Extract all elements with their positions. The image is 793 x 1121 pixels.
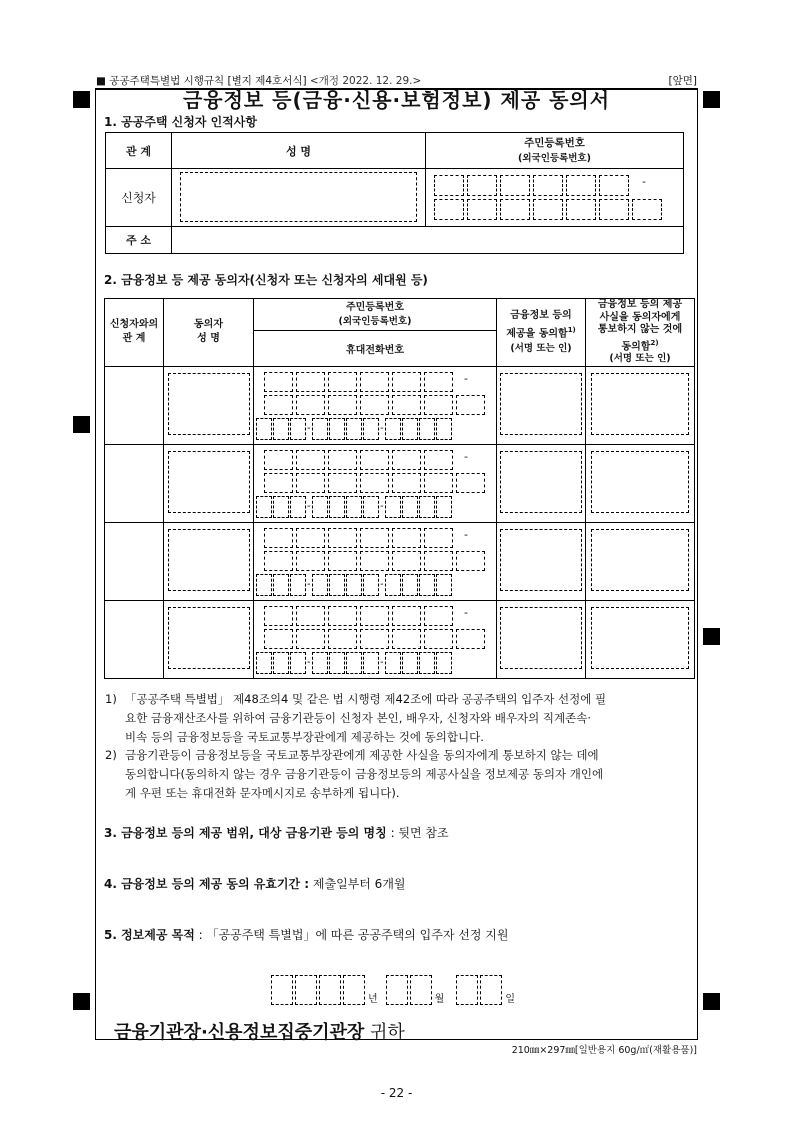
consent-signature-field[interactable] [500, 607, 582, 669]
revision-date: <개정 2022. 12. 29.> [309, 75, 422, 87]
addressee: 금융기관장·신용정보집중기관장 귀하 [114, 1022, 405, 1043]
id-digit-box[interactable] [296, 450, 325, 470]
id-digit-box[interactable] [328, 372, 357, 392]
id-digit-box[interactable] [500, 199, 530, 220]
phone-dash: - [380, 501, 384, 513]
phone-digit-box[interactable] [290, 574, 306, 596]
id-digit-box[interactable] [424, 629, 453, 649]
id-digit-box[interactable] [392, 450, 421, 470]
consenter-relation-field[interactable] [105, 522, 164, 600]
id-dash: - [464, 371, 468, 385]
phone-digit-box[interactable] [290, 496, 306, 518]
registration-mark [73, 91, 90, 108]
year-box[interactable] [343, 975, 365, 1005]
consent-sign-cell [497, 600, 586, 678]
id-digit-box[interactable] [599, 175, 629, 196]
month-box[interactable] [386, 975, 408, 1005]
consenter-row [105, 366, 695, 444]
phone-digit-box[interactable] [436, 574, 452, 596]
phone-digit-box[interactable] [419, 418, 435, 440]
id-digit-box[interactable] [360, 372, 389, 392]
col-consenter-name: 동의자 성 명 [164, 299, 254, 367]
day-box[interactable] [456, 975, 478, 1005]
phone-digit-box[interactable] [402, 652, 418, 674]
id-digit-box[interactable] [456, 395, 485, 415]
id-digit-box[interactable] [264, 473, 293, 493]
id-digit-box[interactable] [424, 473, 453, 493]
consenter-relation-field[interactable] [105, 600, 164, 678]
item-4: 4. 금융정보 등의 제공 동의 유효기간 : 제출일부터 6개월 [104, 877, 406, 891]
footnote-1: 1) 「공공주택 특별법」 제48조의4 및 같은 법 시행령 제42조에 따라 공공주택의 입주자 선정에 필 요한 금융재산조사를 위하여 금융기관등이 신청자 본인, 배우자, 신청자와 배우자의 직계존속· 비속 등의 금융정보등을 국토교통부장관에게 제공하는 것에 동의합니다. [105, 692, 607, 744]
consenter-name-cell [164, 522, 254, 600]
id-digit-box[interactable] [467, 199, 497, 220]
phone-digit-box[interactable] [402, 418, 418, 440]
consenter-row [105, 600, 695, 678]
consenter-relation-field[interactable] [105, 444, 164, 522]
month-label: 월 [434, 994, 445, 1005]
id-digit-box[interactable] [328, 551, 357, 571]
phone-digit-box[interactable] [419, 496, 435, 518]
id-digit-box[interactable] [296, 629, 325, 649]
phone-digit-box[interactable] [329, 496, 345, 518]
id-digit-box[interactable] [296, 528, 325, 548]
registration-mark [73, 993, 90, 1010]
consent-sign-cell [497, 366, 586, 444]
col-consent-relation: 신청자와의 관 계 [105, 299, 164, 367]
day-label: 일 [505, 994, 516, 1005]
consenter-name-field[interactable] [168, 451, 250, 513]
notice-signature-field[interactable] [591, 607, 689, 669]
consenter-id-phone-cell [254, 522, 497, 600]
id-digit-box[interactable] [296, 372, 325, 392]
notice-sign-cell [586, 600, 695, 678]
id-digit-box[interactable] [264, 372, 293, 392]
consent-signature-field[interactable] [500, 451, 582, 513]
phone-digit-box[interactable] [363, 652, 379, 674]
id-digit-box[interactable] [392, 606, 421, 626]
phone-digit-box[interactable] [363, 496, 379, 518]
item-3: 3. 금융정보 등의 제공 범위, 대상 금융기관 등의 명칭 : 뒷면 참조 [104, 826, 449, 840]
phone-digit-box[interactable] [273, 496, 289, 518]
id-digit-box[interactable] [424, 528, 453, 548]
phone-digit-box[interactable] [312, 574, 328, 596]
col-id: 주민등록번호 (외국인등록번호) [426, 133, 684, 169]
phone-digit-box[interactable] [402, 496, 418, 518]
phone-dash: - [380, 423, 384, 435]
page-number: - 22 - [380, 1086, 413, 1100]
id-digit-box[interactable] [360, 450, 389, 470]
phone-digit-box[interactable] [329, 574, 345, 596]
id-digit-box[interactable] [328, 629, 357, 649]
year-label: 년 [368, 994, 378, 1005]
day-box[interactable] [480, 975, 502, 1005]
phone-dash: - [380, 579, 384, 591]
row-applicant: 신청자 [106, 169, 172, 227]
phone-digit-box[interactable] [436, 418, 452, 440]
id-digit-box[interactable] [328, 450, 357, 470]
phone-digit-box[interactable] [385, 418, 401, 440]
phone-digit-box[interactable] [256, 496, 272, 518]
id-digit-box[interactable] [264, 395, 293, 415]
col-phone: 휴대전화번호 [254, 331, 497, 366]
year-box[interactable] [295, 975, 317, 1005]
id-dash: - [464, 527, 468, 541]
consent-signature-field[interactable] [500, 373, 582, 435]
phone-digit-box[interactable] [290, 418, 306, 440]
id-digit-box[interactable] [360, 395, 389, 415]
id-digit-box[interactable] [328, 528, 357, 548]
consenter-row [105, 444, 695, 522]
phone-digit-box[interactable] [256, 574, 272, 596]
id-digit-box[interactable] [328, 395, 357, 415]
row-address: 주 소 [106, 227, 172, 254]
notice-sign-cell [586, 444, 695, 522]
col-relation: 관 계 [106, 133, 172, 169]
id-digit-box[interactable] [360, 606, 389, 626]
phone-digit-box[interactable] [346, 652, 362, 674]
id-digit-box[interactable] [533, 175, 563, 196]
consenter-name-cell [164, 366, 254, 444]
phone-digit-box[interactable] [385, 574, 401, 596]
notice-sign-cell [586, 522, 695, 600]
id-digit-box[interactable] [456, 551, 485, 571]
consenter-name-cell [164, 444, 254, 522]
year-box[interactable] [271, 975, 293, 1005]
id-digit-box[interactable] [467, 175, 497, 196]
phone-dash: - [307, 657, 311, 669]
id-dash: - [464, 605, 468, 619]
id-dash: - [464, 449, 468, 463]
id-digit-box[interactable] [456, 629, 485, 649]
phone-digit-box[interactable] [402, 574, 418, 596]
phone-digit-box[interactable] [363, 418, 379, 440]
form-number: ■ 공공주택특별법 시행규칙 [별지 제4호서식] [96, 75, 307, 87]
id-digit-box[interactable] [392, 629, 421, 649]
id-digit-box[interactable] [392, 551, 421, 571]
id-digit-box[interactable] [264, 629, 293, 649]
registration-mark [703, 993, 720, 1010]
registration-mark [73, 416, 90, 433]
page-side: [앞면] [668, 75, 697, 87]
id-digit-box[interactable] [566, 175, 596, 196]
form-title: 금융정보 등(금융·신용·보험정보) 제공 동의서 [182, 88, 611, 112]
id-digit-box[interactable] [632, 199, 662, 220]
consenter-id-phone-cell [254, 444, 497, 522]
notice-signature-field[interactable] [591, 451, 689, 513]
id-digit-box[interactable] [599, 199, 629, 220]
consent-signature-field[interactable] [500, 529, 582, 591]
id-digit-box[interactable] [424, 372, 453, 392]
id-digit-box[interactable] [296, 395, 325, 415]
phone-digit-box[interactable] [256, 418, 272, 440]
phone-digit-box[interactable] [346, 496, 362, 518]
consenter-name-cell [164, 600, 254, 678]
phone-dash: - [307, 423, 311, 435]
id-digit-box[interactable] [360, 473, 389, 493]
address-field[interactable] [172, 227, 684, 254]
id-digit-box[interactable] [360, 551, 389, 571]
id-digit-box[interactable] [328, 473, 357, 493]
id-digit-box[interactable] [392, 395, 421, 415]
phone-digit-box[interactable] [329, 418, 345, 440]
id-digit-box[interactable] [360, 528, 389, 548]
id-digit-box[interactable] [392, 372, 421, 392]
notice-signature-field[interactable] [591, 529, 689, 591]
phone-digit-box[interactable] [346, 418, 362, 440]
applicant-table [105, 132, 684, 254]
col-consenter-id: 주민등록번호 (외국인등록번호) [254, 299, 497, 331]
phone-digit-box[interactable] [273, 418, 289, 440]
phone-digit-box[interactable] [346, 574, 362, 596]
id-digit-box[interactable] [424, 450, 453, 470]
id-digit-box[interactable] [264, 450, 293, 470]
applicant-name-cell [172, 169, 426, 227]
phone-dash: - [307, 579, 311, 591]
consenter-relation-field[interactable] [105, 366, 164, 444]
id-digit-box[interactable] [424, 606, 453, 626]
notice-signature-field[interactable] [591, 373, 689, 435]
id-digit-box[interactable] [328, 606, 357, 626]
applicant-name-field[interactable] [180, 172, 417, 222]
phone-dash: - [380, 657, 384, 669]
consenter-name-field[interactable] [168, 607, 250, 669]
id-digit-box[interactable] [296, 551, 325, 571]
footnote-2: 2) 금융기관등이 금융정보등을 국토교통부장관에게 제공한 사실을 동의자에게 통보하지 않는 데에 동의합니다(동의하지 않는 경우 금융기관등이 금융정보등의 제공사실을 정보제공 동의자 개인에 게 우편 또는 휴대전화 문자메시지로 송부하게 됩니다). [105, 748, 604, 800]
consenter-id-phone-cell [254, 600, 497, 678]
phone-digit-box[interactable] [273, 652, 289, 674]
consenter-row [105, 522, 695, 600]
id-digit-box[interactable] [500, 175, 530, 196]
section2-heading: 2. 금융정보 등 제공 동의자(신청자 또는 신청자의 세대원 등) [104, 273, 428, 287]
phone-digit-box[interactable] [256, 652, 272, 674]
applicant-id-cell [426, 169, 684, 227]
col-name: 성 명 [172, 133, 426, 169]
id-digit-box[interactable] [533, 199, 563, 220]
phone-digit-box[interactable] [436, 652, 452, 674]
phone-digit-box[interactable] [385, 652, 401, 674]
notice-sign-cell [586, 366, 695, 444]
consent-sign-cell [497, 444, 586, 522]
id-digit-box[interactable] [434, 199, 464, 220]
phone-digit-box[interactable] [312, 418, 328, 440]
phone-dash: - [307, 501, 311, 513]
item-5: 5. 정보제공 목적 : 「공공주택 특별법」에 따른 공공주택의 입주자 선정 지원 [104, 928, 509, 942]
id-digit-box[interactable] [264, 528, 293, 548]
id-digit-box[interactable] [392, 528, 421, 548]
id-digit-box[interactable] [296, 473, 325, 493]
month-box[interactable] [410, 975, 432, 1005]
id-digit-box[interactable] [392, 473, 421, 493]
consenter-table [104, 298, 695, 679]
phone-digit-box[interactable] [312, 652, 328, 674]
id-digit-box[interactable] [434, 175, 464, 196]
phone-digit-box[interactable] [290, 652, 306, 674]
phone-digit-box[interactable] [419, 574, 435, 596]
id-digit-box[interactable] [424, 551, 453, 571]
id-digit-box[interactable] [264, 551, 293, 571]
id-digit-box[interactable] [424, 395, 453, 415]
phone-digit-box[interactable] [363, 574, 379, 596]
phone-digit-box[interactable] [419, 652, 435, 674]
phone-digit-box[interactable] [273, 574, 289, 596]
col-notice-sign: 금융정보 등의 제공 사실을 동의자에게 통보하지 않는 것에 동의함$^{2)}$ (서명 또는 인) [586, 299, 695, 367]
form-header [96, 74, 697, 88]
registration-mark [703, 91, 720, 108]
phone-digit-box[interactable] [436, 496, 452, 518]
paper-spec: 210㎜×297㎜[일반용지 60g/㎡(재활용품)] [511, 1045, 697, 1056]
phone-digit-box[interactable] [329, 652, 345, 674]
date-field [271, 975, 515, 1005]
id-digit-box[interactable] [456, 473, 485, 493]
id-dash: - [642, 175, 646, 188]
consenter-name-field[interactable] [168, 373, 250, 435]
id-digit-box[interactable] [296, 606, 325, 626]
phone-digit-box[interactable] [385, 496, 401, 518]
id-digit-box[interactable] [566, 199, 596, 220]
section1-heading: 1. 공공주택 신청자 인적사항 [104, 115, 257, 129]
registration-mark [703, 628, 720, 645]
id-digit-box[interactable] [264, 606, 293, 626]
phone-digit-box[interactable] [312, 496, 328, 518]
year-box[interactable] [319, 975, 341, 1005]
id-digit-box[interactable] [360, 629, 389, 649]
col-consent-sign: 금융정보 등의 제공을 동의함$^{1)}$ (서명 또는 인) [497, 299, 586, 367]
consent-sign-cell [497, 522, 586, 600]
consenter-id-phone-cell [254, 366, 497, 444]
consenter-name-field[interactable] [168, 529, 250, 591]
